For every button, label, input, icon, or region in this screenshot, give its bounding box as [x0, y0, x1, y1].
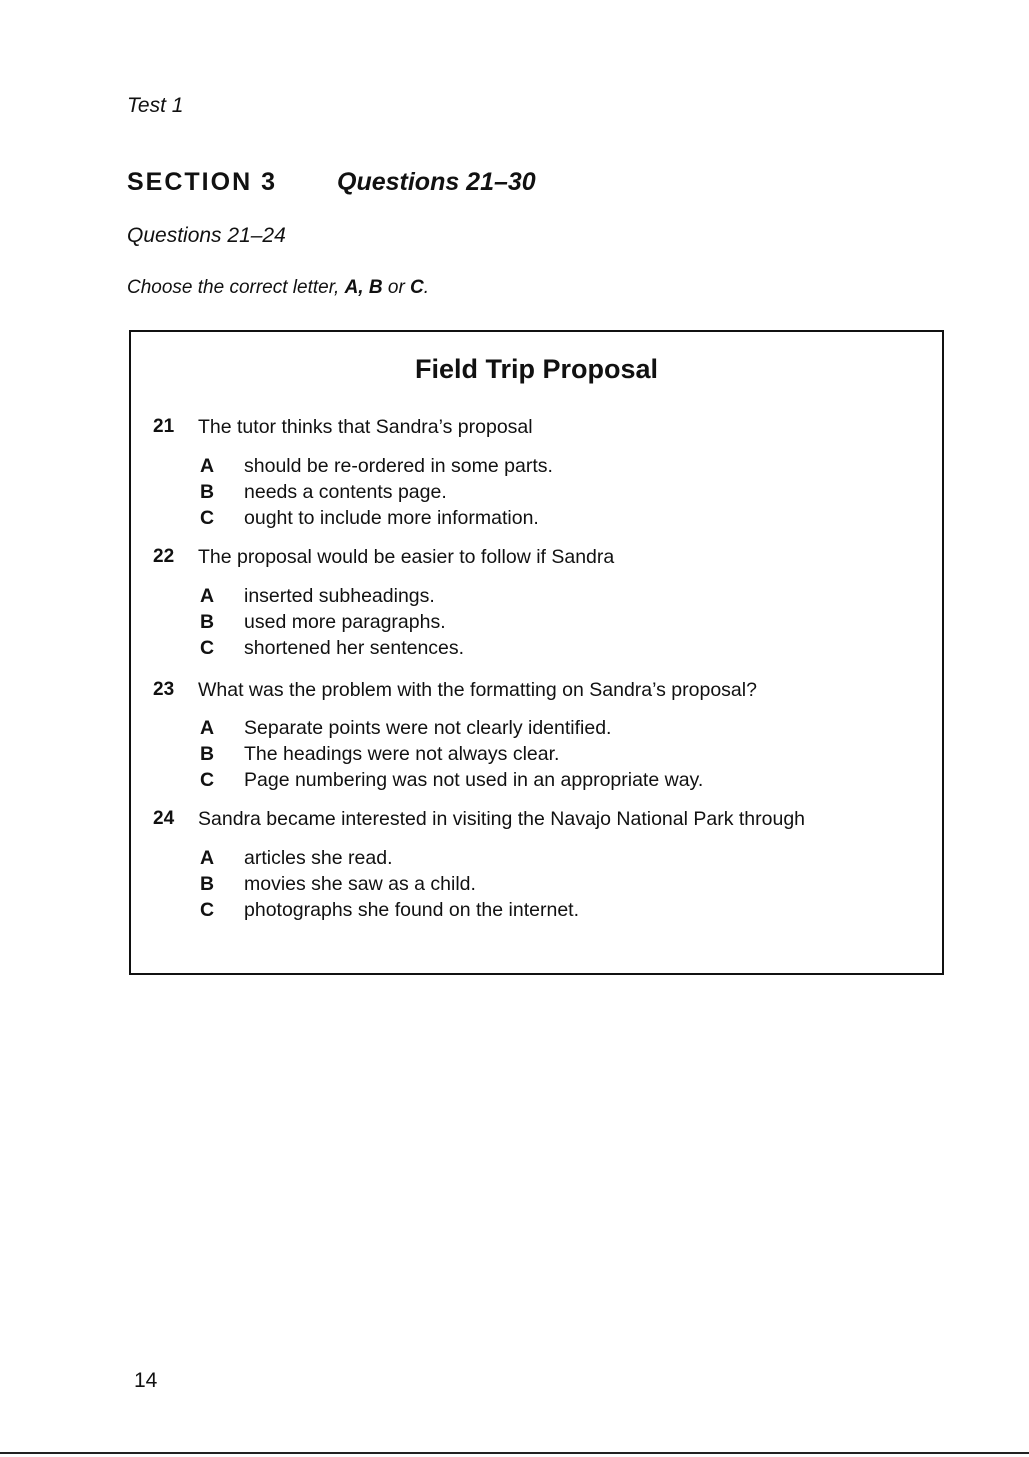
- option-letter: A: [200, 717, 215, 739]
- question-stem: The proposal would be easier to follow if Sandra: [198, 546, 615, 568]
- option-text: shortened her sentences.: [244, 637, 465, 659]
- option-a: [200, 455, 553, 478]
- option-a: [200, 585, 435, 608]
- option-letter: B: [200, 743, 215, 765]
- option-letter: C: [200, 637, 215, 659]
- instruction-end: .: [423, 277, 430, 298]
- instruction-letter-c: C: [410, 277, 424, 298]
- option-text: inserted subheadings.: [244, 585, 435, 607]
- instruction-letter-a: A: [344, 277, 359, 298]
- option-letter: B: [200, 873, 215, 895]
- option-text: ought to include more information.: [244, 507, 539, 529]
- option-text: The headings were not always clear.: [244, 743, 560, 765]
- option-letter: B: [200, 611, 215, 633]
- question-number: 24: [153, 808, 175, 829]
- question-stem: The tutor thinks that Sandra’s proposal: [198, 416, 533, 438]
- option-c: [200, 637, 464, 660]
- option-b: [200, 873, 476, 896]
- option-c: [200, 507, 539, 530]
- option-letter: A: [200, 585, 215, 607]
- option-text: should be re-ordered in some parts.: [244, 455, 553, 477]
- option-text: photographs she found on the internet.: [244, 899, 580, 921]
- option-b: [200, 481, 447, 504]
- option-c: [200, 769, 703, 792]
- instruction-or: or: [382, 277, 411, 298]
- option-letter: A: [200, 455, 215, 477]
- question-number: 21: [153, 416, 175, 437]
- option-text: movies she saw as a child.: [244, 873, 476, 895]
- box-title: Field Trip Proposal: [414, 354, 659, 384]
- instruction-letter-b: B: [368, 277, 383, 298]
- option-text: articles she read.: [244, 847, 393, 869]
- option-b: [200, 743, 559, 766]
- instruction-prefix: Choose the correct letter,: [127, 277, 345, 298]
- question-stem: Sandra became interested in visiting the Navajo National Park through: [198, 808, 806, 830]
- question-number: 23: [153, 679, 175, 700]
- instruction-comma: ,: [358, 277, 369, 298]
- option-text: Page numbering was not used in an appropriate way.: [244, 769, 704, 791]
- questions-subheading: Questions 21–24: [127, 224, 286, 247]
- option-b: [200, 611, 446, 634]
- question-box: [129, 330, 944, 975]
- option-a: [200, 717, 611, 740]
- option-text: needs a contents page.: [244, 481, 447, 503]
- bottom-divider: [0, 1452, 1029, 1454]
- option-text: used more paragraphs.: [244, 611, 446, 633]
- option-letter: A: [200, 847, 215, 869]
- option-letter: C: [200, 769, 215, 791]
- option-a: [200, 847, 393, 870]
- page-number: 14: [134, 1369, 158, 1392]
- option-letter: C: [200, 899, 215, 921]
- option-letter: B: [200, 481, 215, 503]
- instruction-text: [127, 277, 429, 299]
- question-number: 22: [153, 546, 175, 567]
- question-stem: What was the problem with the formatting on Sandra’s proposal?: [198, 679, 757, 701]
- option-text: Separate points were not clearly identified.: [244, 717, 612, 739]
- test-label: Test 1: [127, 94, 184, 117]
- option-letter: C: [200, 507, 215, 529]
- section-heading: [127, 168, 536, 197]
- questions-range: Questions 21–30: [337, 168, 536, 196]
- section-label: SECTION 3: [127, 168, 277, 196]
- option-c: [200, 899, 579, 922]
